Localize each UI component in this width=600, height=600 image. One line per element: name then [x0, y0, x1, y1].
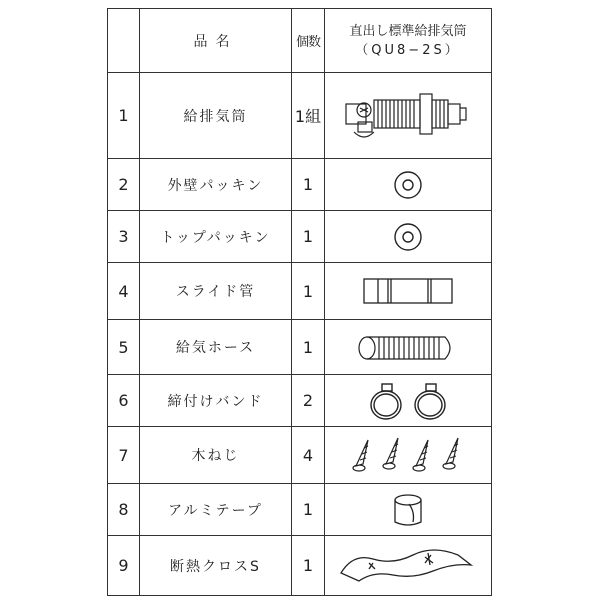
- item-name: 木ねじ: [140, 427, 292, 484]
- model-title: 直出し標準給排気筒: [349, 23, 467, 39]
- wood-screw-icon: [343, 432, 473, 478]
- item-number: 7: [108, 427, 140, 484]
- item-number: 2: [108, 159, 140, 211]
- header-model-cell: [325, 9, 492, 73]
- model-code: （QU8−2S）: [355, 42, 461, 58]
- table-row: [108, 536, 492, 596]
- hose-clamp-icon: [358, 378, 458, 424]
- table-row: [108, 320, 492, 375]
- washer-icon: [388, 165, 428, 205]
- table-row: [108, 73, 492, 159]
- slide-pipe-icon: [358, 273, 458, 309]
- item-qty: 1: [292, 263, 325, 320]
- item-number: 9: [108, 536, 140, 596]
- table-row: [108, 375, 492, 427]
- item-number: 1: [108, 73, 140, 159]
- table-row: [108, 211, 492, 263]
- item-qty: 1: [292, 211, 325, 263]
- aluminum-tape-roll-icon: [383, 490, 433, 530]
- item-name: 給排気筒: [140, 73, 292, 159]
- item-name: 給気ホース: [140, 320, 292, 375]
- insulation-cloth-icon: [333, 543, 483, 589]
- item-number: 8: [108, 484, 140, 536]
- item-name: 断熱クロスS: [140, 536, 292, 596]
- flue-pipe-assembly-icon: [338, 86, 478, 146]
- item-qty: 1組: [292, 73, 325, 159]
- table-row: [108, 159, 492, 211]
- item-qty: 1: [292, 536, 325, 596]
- table-row: [108, 484, 492, 536]
- item-name: 締付けバンド: [140, 375, 292, 427]
- header-row: [108, 9, 492, 73]
- header-number-cell: [108, 9, 140, 73]
- item-qty: 1: [292, 320, 325, 375]
- item-qty: 4: [292, 427, 325, 484]
- item-name: スライド管: [140, 263, 292, 320]
- corrugated-hose-icon: [353, 329, 463, 365]
- parts-list-table: [107, 8, 492, 596]
- table-row: [108, 427, 492, 484]
- item-number: 5: [108, 320, 140, 375]
- header-name-cell: 品名: [140, 9, 292, 73]
- item-number: 3: [108, 211, 140, 263]
- washer-icon: [388, 217, 428, 257]
- header-qty-cell: 個数: [292, 9, 325, 73]
- item-number: 6: [108, 375, 140, 427]
- item-qty: 2: [292, 375, 325, 427]
- item-name: 外壁パッキン: [140, 159, 292, 211]
- item-name: トップパッキン: [140, 211, 292, 263]
- item-qty: 1: [292, 159, 325, 211]
- item-name: アルミテープ: [140, 484, 292, 536]
- item-number: 4: [108, 263, 140, 320]
- table-row: [108, 263, 492, 320]
- item-qty: 1: [292, 484, 325, 536]
